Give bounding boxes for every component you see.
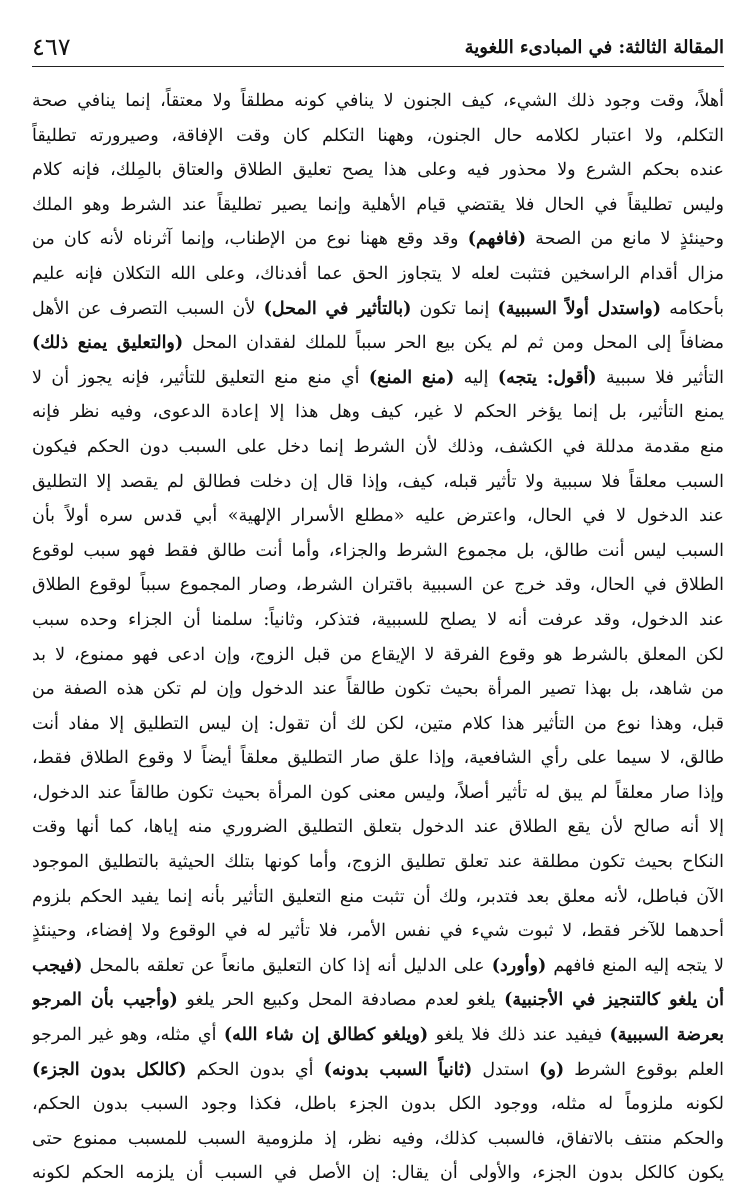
text-run: إلا أنه صالح لأن يقع الطلاق عند الدخول بتعلق التطليق الضروري منه إياها، كما أنها وقت <box>32 817 724 838</box>
text-run: عند الدخول لا في الحال، واعترض عليه «مطلع الأسرار الإلهية» أبي قدس سره أولاً بأن <box>32 506 724 527</box>
text-run: يلغو لعدم مصادفة المحل وكبيع الحر يلغو <box>177 990 505 1011</box>
bold-quote: (واستدل أولاً السببية) <box>497 298 662 319</box>
text-run: قبل، وهذا نوع من التأثير هذا كلام متين، لكن لك أن تقول: إن ليس التطليق إلا مفاد أنت <box>32 713 724 734</box>
text-line <box>32 188 724 223</box>
bold-quote: (أقول: يتجه) <box>497 367 597 388</box>
text-run: لا يتجه إليه المنع فافهم <box>546 955 724 976</box>
text-run: بأحكامه <box>661 298 724 319</box>
bold-quote: بعرضة السببية) <box>609 1025 724 1046</box>
text-run: التكلم، ولا اعتبار لكلامه حال الجنون، وههنا التكلم كان وقت الإفاقة، وصيرورته تطليقاً <box>32 125 724 146</box>
text-run: طالق، لا سيما على رأي الشافعية، وإذا علق صار التطليق معلقاً أيضاً لا وقوع الطلاق فقط، <box>32 748 724 769</box>
text-line <box>32 810 724 845</box>
text-run: فيفيد عند ذلك فلا يلغو <box>428 1025 610 1046</box>
text-run: أحدهما للآخر فقط، لا ثبوت شيء في نفس الأمر، فلا تأثير له في الوقوع ولا إفضاء، وحينئذٍ <box>32 921 724 942</box>
text-line <box>32 603 724 638</box>
text-run: وحينئذٍ لا مانع من الصحة <box>526 229 724 250</box>
text-line <box>32 1122 724 1157</box>
text-run: إليه <box>454 367 498 388</box>
running-title: المقالة الثالثة: في المبادىء اللغوية <box>464 36 724 58</box>
text-line <box>32 257 724 292</box>
text-line <box>32 499 724 534</box>
text-run: أهلاً، وقت وجود ذلك الشيء، كيف الجنون لا ينافي كونه مطلقاً ولا معتقاً، إنما ينافي صحة <box>32 91 724 111</box>
text-run: عنده بحكم الشرع ولا محذور فيه وعلى هذا يصح تعليق الطلاق والعتاق بالمِلك، فإنه كلام <box>32 160 724 181</box>
text-line <box>32 638 724 673</box>
bold-quote: (وأورد) <box>491 955 547 976</box>
bold-quote: (والتعليق يمنع ذلك) <box>32 333 184 354</box>
text-line <box>32 119 724 154</box>
bold-quote: (بالتأثير في المحل) <box>263 298 412 319</box>
text-line <box>32 949 724 984</box>
text-line <box>32 1053 724 1088</box>
text-line <box>32 222 724 257</box>
text-run: وإذا صار معلقاً لم يبق له تأثير أصلاً، وليس معنى كون المرأة بحيث تكون طالقاً عند الدخول، <box>32 782 724 803</box>
text-run: على الدليل أنه إذا كان التعليق مانعاً عن تعلقه بالمحل <box>82 955 492 976</box>
text-run: منع مقدمة مدللة في الكشف، وذلك لأن الشرط إنما دخل على السبب دون الحكم فيكون <box>32 436 724 457</box>
text-run: يكون كالكل بدون الجزء، والأولى أن يقال: إن الأصل في السبب أن يلزمه الحكم لكونه <box>32 1163 724 1184</box>
text-line <box>32 84 724 119</box>
text-run: العلم بوقوع الشرط <box>564 1059 724 1080</box>
text-line <box>32 534 724 569</box>
text-run: الطلاق في الحال، وقد خرج عن السببية باقتران الشرط، وصار المجموع سبباً لوقوع الطلاق <box>32 575 724 596</box>
text-line <box>32 292 724 327</box>
text-line <box>32 395 724 430</box>
text-line <box>32 672 724 707</box>
text-line <box>32 1018 724 1053</box>
text-line <box>32 741 724 776</box>
text-line <box>32 430 724 465</box>
text-line <box>32 568 724 603</box>
bold-quote: (و) <box>539 1059 565 1080</box>
text-line <box>32 880 724 915</box>
text-line <box>32 361 724 396</box>
text-line <box>32 153 724 188</box>
text-run: وليس تطليقاً في الحال فلا يقتضي قيام الأهلية وإنما يصير تطليقاً عند الشرط وهو الملك <box>32 194 724 215</box>
page-number: ٤٦٧ <box>32 33 71 61</box>
text-run: التأثير فلا سببية <box>596 367 724 388</box>
text-run: أي مثله، وهو غير المرجو <box>32 1025 224 1046</box>
text-run: يمنع التأثير، بل إنما يؤخر الحكم لا غير، كيف وهل هذا إلا إعادة الدعوى، وفيه نظر فإنه <box>32 402 724 423</box>
bold-quote: (ويلغو كطالق إن شاء الله) <box>223 1025 429 1046</box>
bold-quote: (منع المنع) <box>368 367 455 388</box>
text-run: من شاهد، بل بهذا تصير المرأة بحيث تكون طالقاً عند الدخول وإن لم تكن هذه الصفة من <box>32 679 724 700</box>
bold-quote: (فيجب <box>32 955 83 976</box>
text-run: والحكم منتف بالاتفاق، فالسبب كذلك، وفيه نظر، إذ ملزومية السبب للمسبب ممنوع حتى <box>32 1128 724 1149</box>
text-line <box>32 845 724 880</box>
text-line <box>32 1156 724 1191</box>
text-run: السبب معلقاً فلا سببية ولا تأثير قبله، كيف، وإذا قال إن دخلت فطالق لم يقصد إلا التطليق <box>32 471 724 492</box>
text-run: أي بدون الحكم <box>186 1059 324 1080</box>
text-line <box>32 326 724 361</box>
text-run: استدل <box>472 1059 540 1080</box>
text-run: مزال أقدام الراسخين فتثبت لعله لا يتجاوز الحق عما أفدناك، وعلى الله التكلان فإنه عليم <box>32 263 724 284</box>
text-line <box>32 1087 724 1122</box>
bold-quote: (ثانياً السبب بدونه) <box>323 1059 473 1080</box>
text-run: عند الدخول، وقد عرفت أنه لا يصلح للسببية، فتذكر، وثانياً: سلمنا أن الجزاء وحده سبب <box>32 609 724 630</box>
text-run: النكاح بحيث تكون مطلقة عند تعلق تطليق الزوج، وأما كونها بتلك الحيثية بالتطليق الموجود <box>32 852 724 873</box>
page-header <box>32 32 724 62</box>
text-run: مضافاً إلى المحل ومن ثم لم يكن بيع الحر سبباً للملك لفقدان المحل <box>183 333 724 354</box>
text-line <box>32 465 724 500</box>
text-run: لأن السبب التصرف عن الأهل <box>32 298 264 319</box>
bold-quote: (فافهم) <box>467 229 527 250</box>
text-run: لكن المعلق بالشرط هو وقوع الفرقة لا الإيقاع من قبل الزوج، وإن ادعى فهو ممنوع، لا بد <box>32 644 724 665</box>
text-run: الآن فباطل، لأنه معلق بعد فتدبر، ولك أن تثبت منع التعليق التأثير بأنه إنما يفيد الحكم بلزوم <box>32 886 724 907</box>
body-text <box>32 84 724 1191</box>
text-run: وقد وقع ههنا نوع من الإطناب، وإنما آثرناه لأنه كان من <box>32 229 468 250</box>
text-line <box>32 983 724 1018</box>
text-line <box>32 914 724 949</box>
text-run: إنما تكون <box>411 298 498 319</box>
bold-quote: (وأجيب بأن المرجو <box>32 990 178 1011</box>
text-line <box>32 776 724 811</box>
text-run: أي منع منع التعليق للتأثير، فإنه يجوز أن لا <box>32 367 369 388</box>
text-run: لكونه ملزوماً له مثله، ووجود الكل بدون الجزء باطل، فكذا وجود السبب بدون الحكم، <box>32 1094 724 1115</box>
bold-quote: أن يلغو كالتنجيز في الأجنبية) <box>504 990 724 1011</box>
text-line <box>32 707 724 742</box>
text-run: السبب ليس أنت طالق، بل مجموع الشرط والجزاء، وأما أنت طالق فقط فهو سبب لوقوع <box>32 540 724 561</box>
bold-quote: (كالكل بدون الجزء) <box>32 1059 187 1080</box>
header-rule <box>32 66 724 67</box>
